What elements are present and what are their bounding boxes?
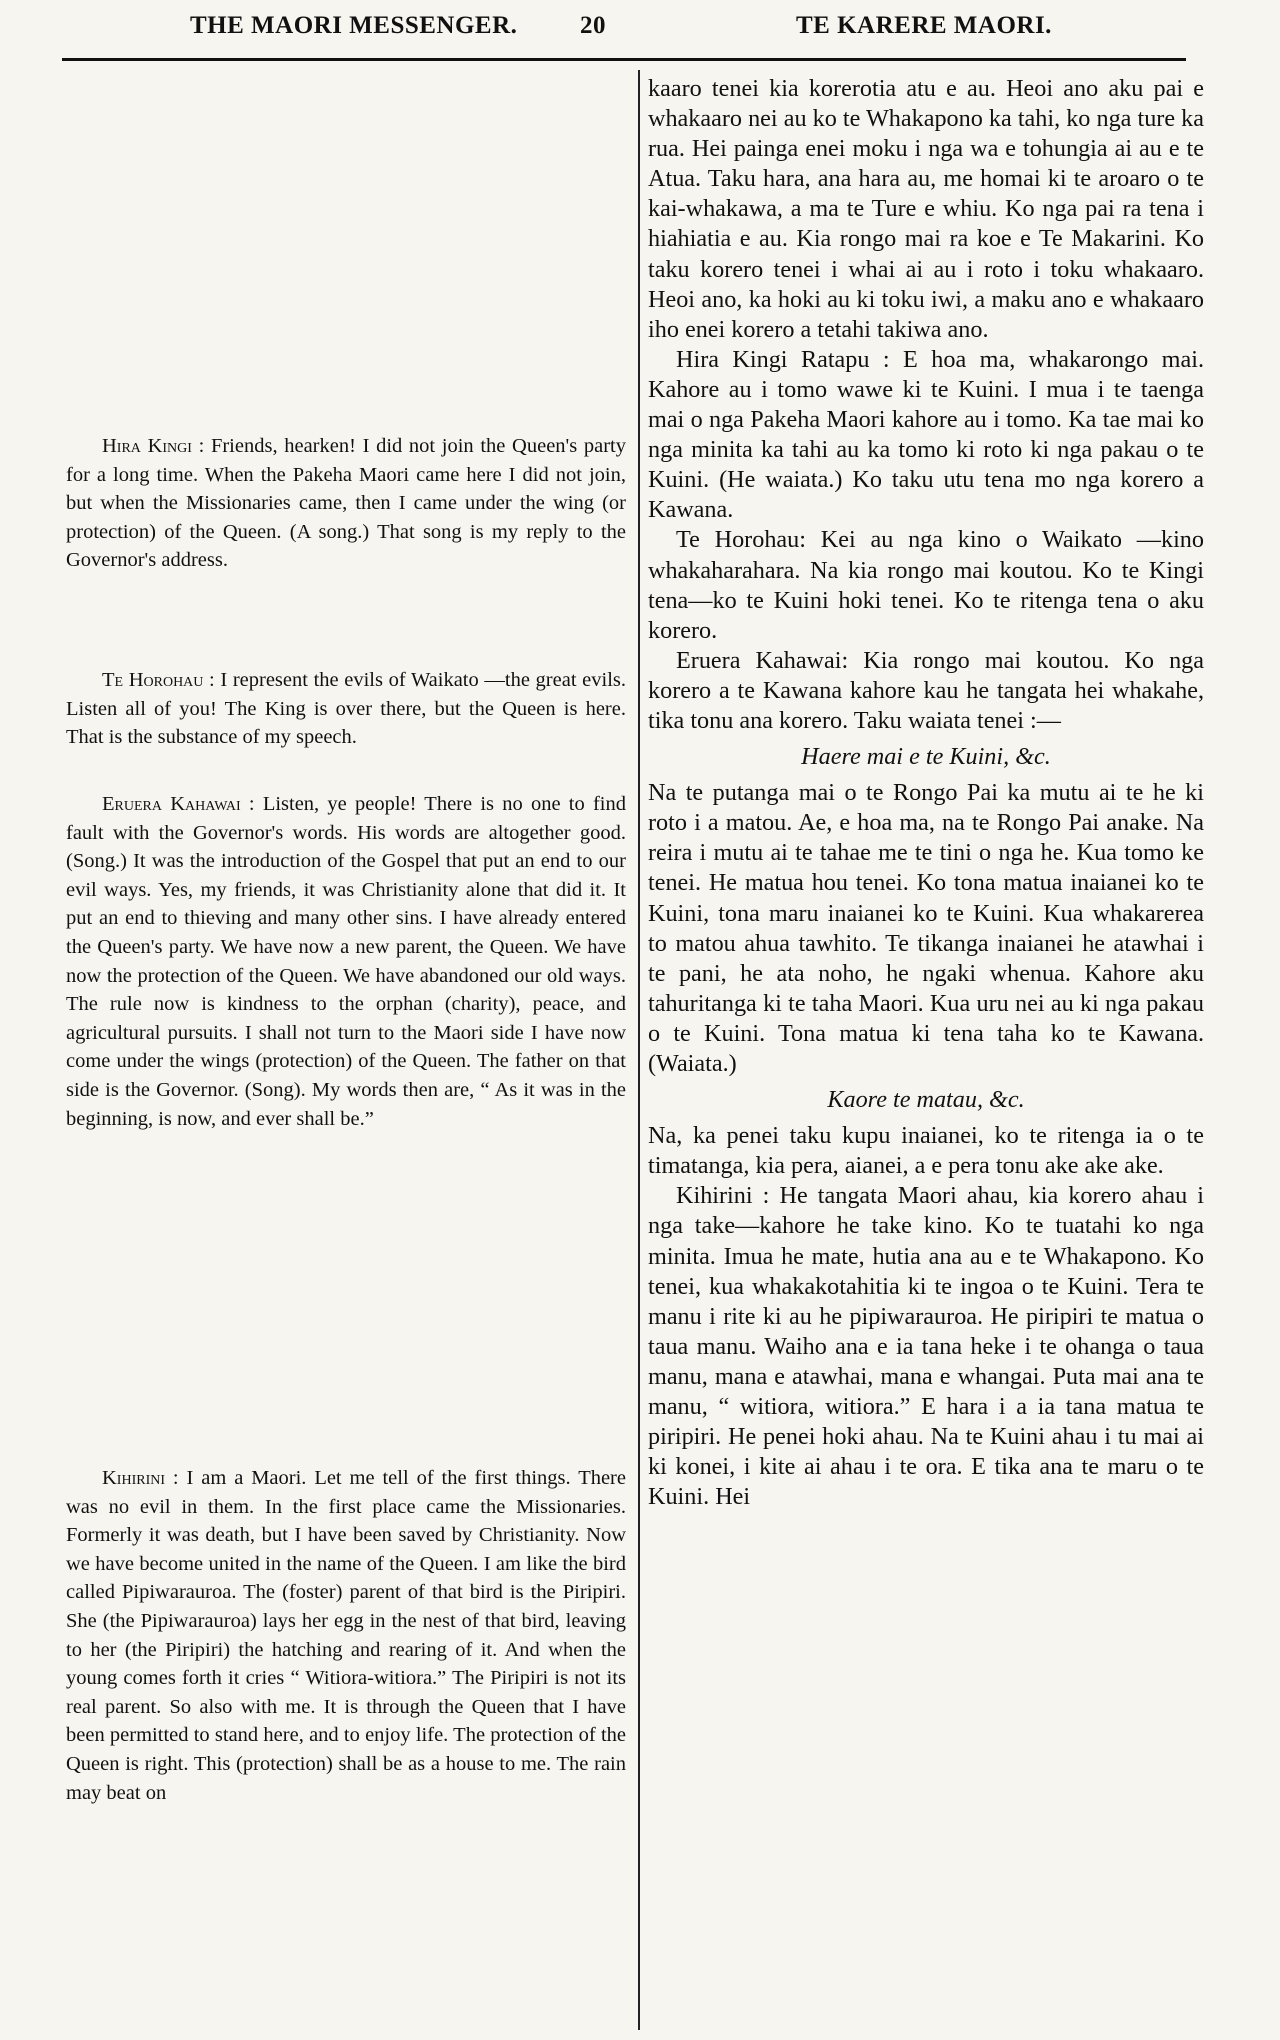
header-rule — [62, 58, 1186, 61]
header-right-title: TE KARERE MAORI. — [796, 12, 1052, 39]
maori-paragraph: kaaro tenei kia korerotia atu e au. Heoi ano aku pai e whakaaro nei au ko te Whakapono ka tahi, ko nga ture ka rua. Hei painga enei moku i nga wa e tohungia ai au e te Atua. Taku hara, ana hara au, me homai ki te aroaro o te kai-whakawa, a ma te Ture e whiu. Ko nga pai ra tena i hiahiatia e au. Kia rongo mai ra koe e Te Makarini. Ko taku korero tenei i whai ai au i roto i toku whakaaro. Heoi ano, ka hoki au ki toku iwi, a maku ano e whakaaro iho enei korero a tetahi takiwa ano. — [648, 75, 1204, 343]
maori-paragraph: Na te putanga mai o te Rongo Pai ka mutu ai te he ki roto i a matou. Ae, e hoa ma, na te Rongo Pai anake. Na reira i mutu ai te tahae me te tini o nga he. Kua tomo ke tenei. He matua hou tenei. Ko tona matua inaianei ko te Kuini, tona maru inaianei ko te Kuini. Kua whakarerea to matou ahua tawhito. Te tikanga inaianei he atawhai i te pani, he ata noho, he ngaki whenua. Kahore aku tahuritanga ki te taha Maori. Kua uru nei au ki nga pakau o te Kuini. Tona matua ki tena taha ko te Kawana. (Waiata.) — [648, 779, 1204, 1077]
speech-text: Listen, ye people! There is no one to find fault with the Governor's words. His words are altogether good. (Song.) It was the introduction of the Gospel that put an end to our evil ways. Yes, my friends, it was Christianity alone that did it. It put an end to thieving and many other sins. I have already entered the Queen's party. We have now a new parent, the Queen. We have now the protection of the Queen. We have abandoned our old ways. The rule now is kindness to the orphan (charity), peace, and agricultural pursuits. I shall not turn to the Maori side I have now come under the wings (protection) of the Queen. The father on that side is the Governor. (Song). My words then are, “ As it was in the beginning, is now, and ever shall be.” — [66, 793, 626, 1130]
running-head — [60, 8, 1220, 48]
maori-paragraph: Na, ka penei taku kupu inaianei, ko te ritenga ia o te timatanga, kia pera, aianei, a e pera tonu ake ake ake. — [648, 1122, 1204, 1180]
speaker-name: Eruera Kahawai — [102, 793, 241, 815]
maori-column — [648, 74, 1204, 1512]
maori-paragraph: Hira Kingi Ratapu : E hoa ma, whakarongo mai. Kahore au i tomo wawe ki te Kuini. I mua i te taenga mai o nga Pakeha Maori kahore au i tomo. Ka tae mai ko nga minita ka tahi au ka tomo ki roto ki nga pakau o te Kuini. (He waiata.) Ko taku utu tena mo nga korero a Kawana. — [648, 345, 1204, 524]
speech-text: I am a Maori. Let me tell of the first things. There was no evil in them. In the first place came the Missionaries. Formerly it was death, but I have been saved by Christianity. Now we have become united in the name of the Queen. I am like the bird called Pipiwarauroa. The (foster) parent of that bird is the Piripiri. She (the Pipiwarauroa) lays her egg in the nest of that bird, leaving to her (the Piripiri) the hatching and rearing of it. And when the young comes forth it cries “ Witiora-witiora.” The Piripiri is not its real parent. So also with me. It is through the Queen that I have been permitted to stand here, and to enjoy life. The protection of the Queen is right. This (protection) shall be as a house to me. The rain may beat on — [66, 1467, 626, 1804]
maori-paragraph: Kihirini : He tangata Maori ahau, kia korero ahau i nga take—kahore he take kino. Ko te tuatahi ko nga minita. Imua he mate, hutia ana au e te Whakapono. Ko tenei, kua whakakotahitia ki te ingoa o te Kuini. Tera te manu i rite ki au he pipiwarauroa. He piripiri te matua o taua manu. Waiho ana e ia tana heke i te ohanga o taua manu, mana e atawhai, mana e whangai. Puta mai ana te manu, “ witiora, witiora.” E hara i a ia tana matua te piripiri. He penei hoki ahau. Na te Kuini ahau i tu mai ai ki konei, i kite ai ahau i te ora. E tika ana te maru o te Kuini. Hei — [648, 1182, 1204, 1511]
speech-text: Friends, hearken! I did not join the Queen's party for a long time. When the Pakeha Maori came here I did not join, but when the Missionaries came, then I came under the wing (or protection) of the Queen. (A song.) That song is my reply to the Governor's address. — [66, 435, 626, 572]
maori-paragraph: Te Horohau: Kei au nga kino o Waikato —kino whakaharahara. Na kia rongo mai koutou. Ko te Kingi tena—ko te Kuini hoki tenei. Ko te ritenga tena o aku korero. — [648, 526, 1204, 644]
song-title: Haere mai e te Kuini, &c. — [801, 743, 1051, 771]
speaker-name: Kihirini — [102, 1467, 166, 1489]
song-title: Kaore te matau, &c. — [827, 1086, 1025, 1114]
english-speech-te-horohau: Te Horohau : I represent the evils of Waikato —the great evils. Listen all of you! The King is over there, but the Queen is here. That is the substance of my speech. — [66, 669, 626, 749]
header-left-title: THE MAORI MESSENGER. — [190, 12, 518, 39]
english-speech-kihirini: Kihirini : I am a Maori. Let me tell of the first things. There was no evil in them. In the first place came the Missionaries. Formerly it was death, but I have been saved by Christianity. Now we have become united in the name of the Queen. I am like the bird called Pipiwarauroa. The (foster) parent of that bird is the Piripiri. She (the Pipiwarauroa) lays her egg in the nest of that bird, leaving to her (the Piripiri) the hatching and rearing of it. And when the young comes forth it cries “ Witiora-witiora.” The Piripiri is not its real parent. So also with me. It is through the Queen that I have been permitted to stand here, and to enjoy life. The protection of the Queen is right. This (protection) shall be as a house to me. The rain may beat on — [66, 1467, 626, 1804]
maori-paragraph: Eruera Kahawai: Kia rongo mai koutou. Ko nga korero a te Kawana kahore kau he tangata hei whakahe, tika tonu ana korero. Taku waiata tenei :— — [648, 646, 1204, 734]
column-divider — [638, 70, 640, 2030]
english-speech-eruera-kahawai: Eruera Kahawai : Listen, ye people! There is no one to find fault with the Governor's words. His words are altogether good. (Song.) It was the introduction of the Gospel that put an end to our evil ways. Yes, my friends, it was Christianity alone that did it. It put an end to thieving and many other sins. I have already entered the Queen's party. We have now a new parent, the Queen. We have now the protection of the Queen. We have abandoned our old ways. The rule now is kindness to the orphan (charity), peace, and agricultural pursuits. I shall not turn to the Maori side I have now come under the wings (protection) of the Queen. The father on that side is the Governor. (Song). My words then are, “ As it was in the beginning, is now, and ever shall be.” — [66, 793, 626, 1130]
page-number: 20 — [580, 12, 606, 39]
speech-text: I represent the evils of Waikato —the great evils. Listen all of you! The King is over there, but the Queen is here. That is the substance of my speech. — [66, 669, 626, 749]
speaker-name: Hira Kingi — [102, 435, 192, 457]
english-speech-hira-kingi: Hira Kingi : Friends, hearken! I did not join the Queen's party for a long time. When the Pakeha Maori came here I did not join, but when the Missionaries came, then I came under the wing (or protection) of the Queen. (A song.) That song is my reply to the Governor's address. — [66, 435, 626, 572]
speaker-name: Te Horohau — [102, 669, 204, 691]
